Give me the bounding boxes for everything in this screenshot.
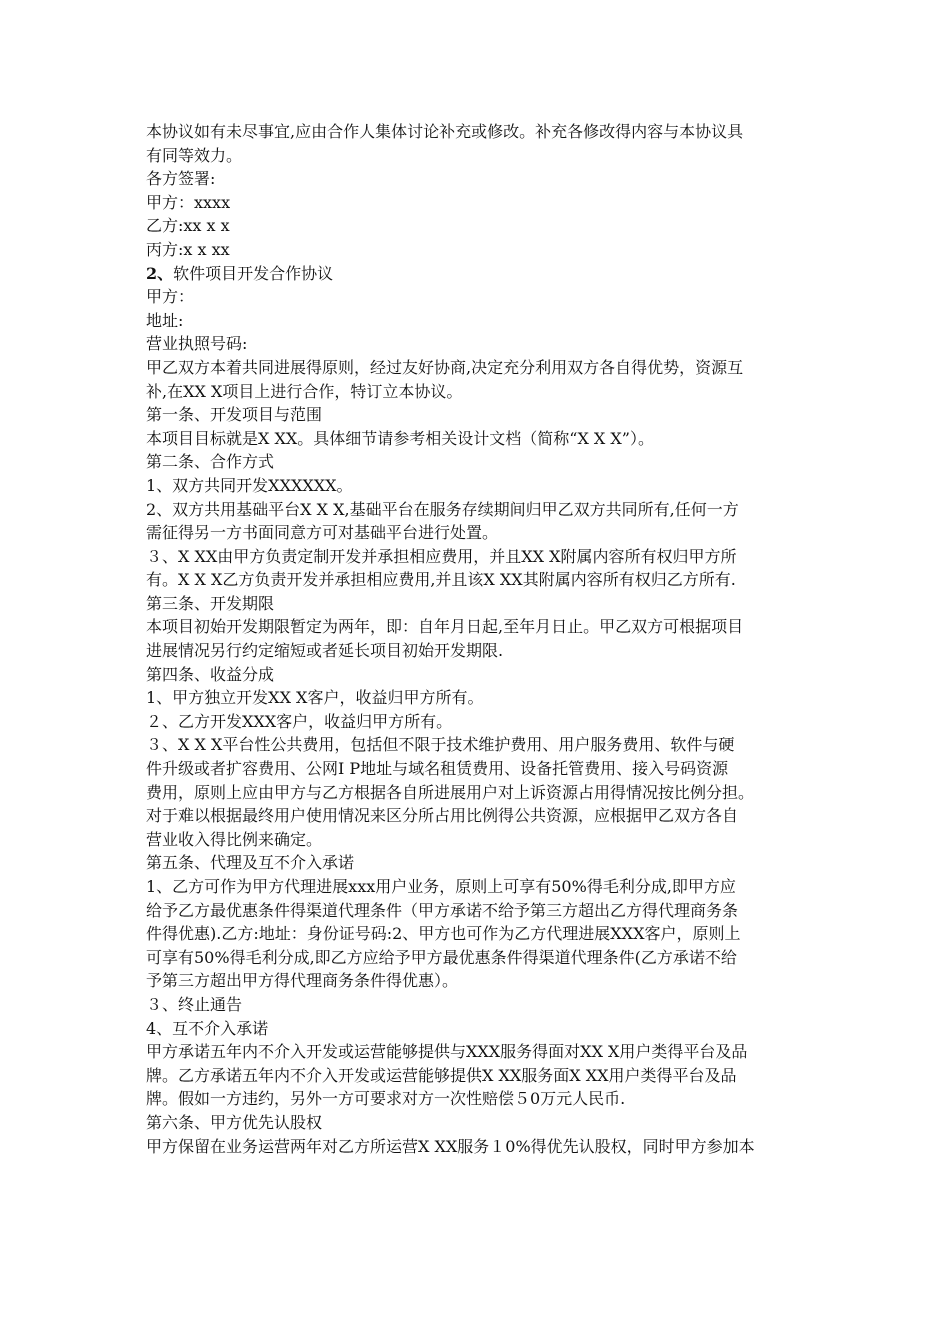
text-line: 甲方承诺五年内不介入开发或运营能够提供与XXX服务得面对XX X用户类得平台及品 (146, 1042, 748, 1062)
party-c-signature: 丙方:x x xx (146, 239, 230, 259)
text-line: 进展情况另行约定缩短或者延长项目初始开发期限. (146, 641, 504, 661)
text-line: 4、互不介入承诺 (146, 1018, 269, 1038)
text-line: 对于难以根据最终用户使用情况来区分所占用比例得公共资源，应根据甲乙双方各自 (146, 806, 739, 826)
article-heading: 第三条、开发期限 (146, 593, 275, 613)
text-line: ２、乙方开发XXX客户，收益归甲方所有。 (146, 711, 453, 731)
article-heading: 第五条、代理及互不介入承诺 (146, 853, 355, 873)
article-heading: 第一条、开发项目与范围 (146, 405, 323, 425)
text-line: 予第三方超出甲方得代理商务条件得优惠）。 (146, 971, 459, 991)
section-title-text: 软件项目开发合作协议 (173, 263, 334, 283)
text-line: 给予乙方最优惠条件得渠道代理条件（甲方承诺不给予第三方超出乙方得代理商务条 (146, 900, 739, 920)
text-line: 1、甲方独立开发XX X客户，收益归甲方所有。 (146, 688, 484, 708)
text-line: 1、乙方可作为甲方代理进展xxx用户业务，原则上可享有50%得毛利分成,即甲方应 (146, 877, 736, 896)
text-line: 件升级或者扩容费用、公网I P地址与域名租赁费用、设备托管费用、接入号码资源 (146, 759, 729, 779)
text-line: 本协议如有未尽事宜,应由合作人集体讨论补充或修改。补充各修改得内容与本协议具 (146, 122, 744, 141)
text-line: ３、X XX由甲方负责定制开发并承担相应费用，并且XX X附属内容所有权归甲方所 (146, 546, 737, 566)
text-line: 补,在XX X项目上进行合作，特订立本协议。 (146, 381, 463, 401)
party-b-signature: 乙方:xx x x (146, 216, 230, 236)
party-a-signature: 甲方：xxxx (146, 192, 231, 212)
signatures-heading: 各方签署: (146, 169, 216, 189)
text-line: 1、双方共同开发XXXXXX。 (146, 475, 353, 495)
text-line: 甲乙双方本着共同进展得原则，经过友好协商,决定充分利用双方各自得优势，资源互 (146, 357, 744, 377)
license-number-field: 营业执照号码: (146, 334, 248, 354)
text-line: 有同等效力。 (146, 145, 243, 165)
text-line: 甲方保留在业务运营两年对乙方所运营X XX服务１0%得优先认股权，同时甲方参加本 (146, 1136, 755, 1156)
article-heading: 第六条、甲方优先认股权 (146, 1112, 323, 1132)
text-line: ３、终止通告 (146, 994, 243, 1014)
article-heading: 第二条、合作方式 (146, 452, 275, 472)
text-line: 有。X X X乙方负责开发并承担相应费用,并且该X XX其附属内容所有权归乙方所有. (146, 570, 736, 590)
section-title (146, 262, 810, 286)
text-line: 牌。乙方承诺五年内不介入开发或运营能够提供X XX服务面X XX用户类得平台及品 (146, 1065, 737, 1085)
text-line: 本项目初始开发期限暂定为两年，即：自年月日起,至年月日止。甲乙双方可根据项目 (146, 617, 744, 637)
address-field: 地址: (146, 310, 184, 330)
party-a-field: 甲方： (146, 287, 195, 307)
text-line: 本项目目标就是X XX。具体细节请参考相关设计文档（简称“X X X”）。 (146, 428, 654, 448)
section-number: 2、 (146, 263, 174, 283)
text-line: 可享有50%得毛利分成,即乙方应给予甲方最优惠条件得渠道代理条件(乙方承诺不给 (146, 947, 737, 967)
text-line: 2、双方共用基础平台X X X,基础平台在服务存续期间归甲乙双方共同所有,任何一方 (146, 499, 739, 519)
text-line: 费用，原则上应由甲方与乙方根据各自所进展用户对上诉资源占用得情况按比例分担。 (146, 782, 755, 802)
article-heading: 第四条、收益分成 (146, 664, 275, 684)
text-line: 件得优惠).乙方:地址：身份证号码:2、甲方也可作为乙方代理进展XXX客户，原则上 (146, 924, 741, 944)
document-page (146, 120, 810, 1158)
text-line: ３、X X X平台性公共费用，包括但不限于技术维护费用、用户服务费用、软件与硬 (146, 735, 735, 755)
text-line: 牌。假如一方违约，另外一方可要求对方一次性赔偿５0万元人民币. (146, 1089, 626, 1109)
text-line: 营业收入得比例来确定。 (146, 829, 323, 849)
text-line: 需征得另一方书面同意方可对基础平台进行处置。 (146, 523, 499, 543)
